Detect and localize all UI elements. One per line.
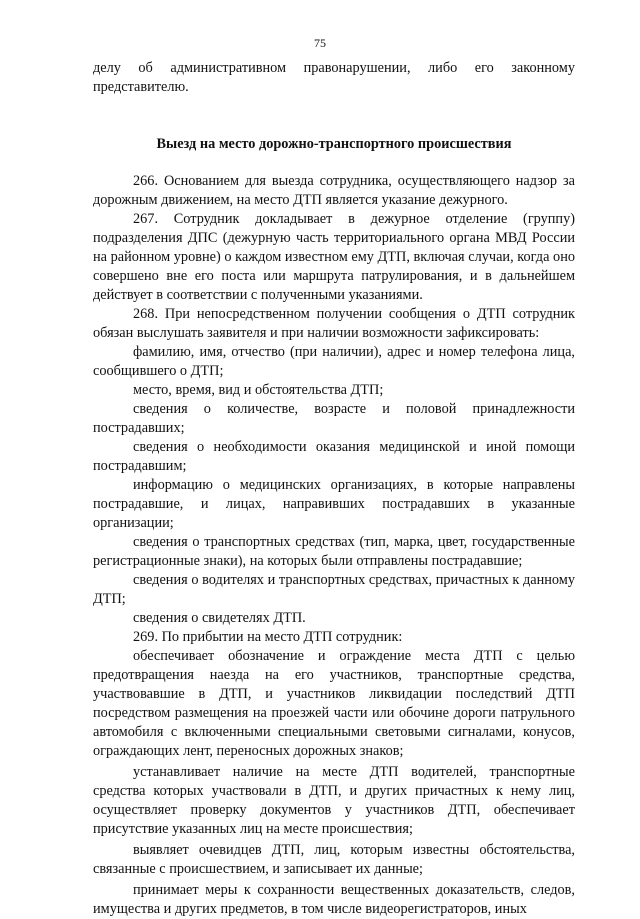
- list-item-witnesses: сведения о свидетелях ДТП.: [133, 610, 306, 626]
- list-item-fencing: обеспечивает обозначение и ограждение места ДТП с целью предотвращения наезда на его участников, транспортные средства, участвовавшие в ДТП, и участников ликвидации последствий ДТП посредством размещения на проезжей части или обочине дороги патрульного автомобиля с включенными специальными световыми сигналами, конусов, ограждающих лент, переносных дорожных знаков;: [93, 648, 575, 759]
- paragraph-269: 269. По прибытии на место ДТП сотрудник:: [133, 629, 403, 645]
- section-heading: Выезд на место дорожно-транспортного происшествия: [156, 136, 512, 152]
- list-item-place-time: место, время, вид и обстоятельства ДТП;: [133, 382, 384, 398]
- page-number: 75: [314, 36, 326, 50]
- paragraph-267: 267. Сотрудник докладывает в дежурное отделение (группу) подразделения ДПС (дежурную часть территориального органа МВД России на районном уровне) о каждом известном ему ДТП, включая случаи, когда оно совершено вне его поста или маршрута патрулирования, и в дальнейшем действует в соответствии с полученными указаниями.: [93, 211, 575, 303]
- paragraph-continuation: делу об административном правонарушении, либо его законному представителю.: [93, 60, 575, 95]
- document-body: [93, 59, 575, 919]
- list-item-drivers: сведения о водителях и транспортных средствах, причастных к данному ДТП;: [93, 572, 575, 607]
- list-item-transport-vehicles: сведения о транспортных средствах (тип, марка, цвет, государственные регистрационные знаки), на которых были отправлены пострадавшие;: [93, 534, 575, 569]
- list-item-participants-check: устанавливает наличие на месте ДТП водителей, транспортные средства которых участвовали в ДТП, и других причастных к нему лиц, осуществляет проверку документов у участников ДТП, обеспечивает присутствие указанных лиц на месте происшествия;: [93, 764, 575, 837]
- list-item-evidence: принимает меры к сохранности вещественных доказательств, следов, имущества и других предметов, в том числе видеорегистраторов, иных: [93, 882, 575, 917]
- paragraph-266: 266. Основанием для выезда сотрудника, осуществляющего надзор за дорожным движением, на место ДТП является указание дежурного.: [93, 173, 575, 208]
- list-item-medical-help: сведения о необходимости оказания медицинской и иной помощи пострадавшим;: [93, 439, 575, 474]
- list-item-victims-count: сведения о количестве, возрасте и половой принадлежности пострадавших;: [93, 401, 575, 436]
- list-item-eyewitnesses: выявляет очевидцев ДТП, лиц, которым известны обстоятельства, связанные с происшествием, и записывает их данные;: [93, 842, 575, 877]
- list-item-medical-organizations: информацию о медицинских организациях, в которые направлены пострадавшие, и лицах, направивших пострадавших в указанные организации;: [93, 477, 575, 531]
- list-item-caller-info: фамилию, имя, отчество (при наличии), адрес и номер телефона лица, сообщившего о ДТП;: [93, 344, 575, 379]
- paragraph-268: 268. При непосредственном получении сообщения о ДТП сотрудник обязан выслушать заявителя и при наличии возможности зафиксировать:: [93, 306, 575, 341]
